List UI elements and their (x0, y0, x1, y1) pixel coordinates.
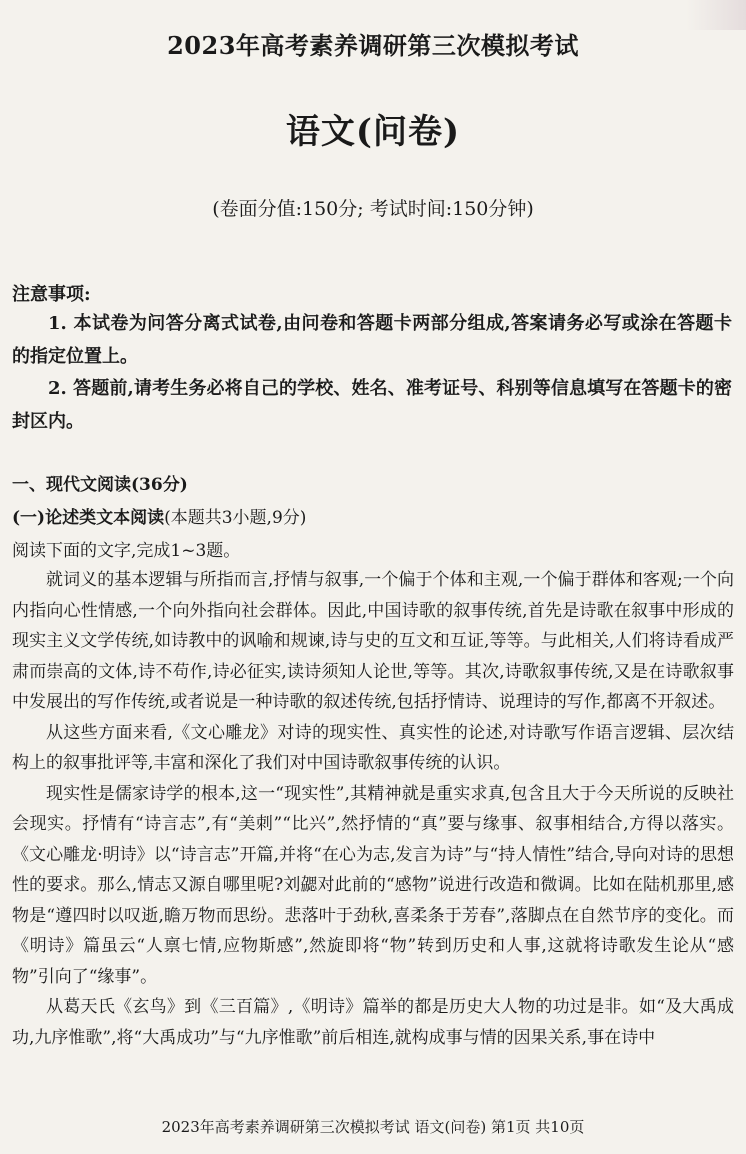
reading-instruction: 阅读下面的文字,完成1~3题。 (12, 541, 241, 561)
page-footer: 2023年高考素养调研第三次模拟考试 语文(问卷) 第1页 共10页 (161, 1118, 585, 1136)
notice-item: 1. 本试卷为问答分离式试卷,由问卷和答题卡两部分组成,答案请务必写或涂在答题卡的指定位置上。 (12, 313, 732, 367)
subsection-note: (本题共3小题,9分) (164, 508, 307, 528)
passage-paragraph: 就词义的基本逻辑与所指而言,抒情与叙事,一个偏于个体和主观,一个偏于群体和客观;一个向内指向心性情感,一个向外指向社会群体。因此,中国诗歌的叙事传统,首先是诗歌在叙事中形成的现实主义文学传统,如诗教中的讽喻和规谏,诗与史的互文和互证,等等。与此相关,人们将诗看成严肃而崇高的文体,诗不苟作,诗必征实,读诗须知人论世,等等。其次,诗歌叙事传统,又是在诗歌叙事中发展出的写作传统,或者说是一种诗歌的叙述传统,包括抒情诗、说理诗的写作,都离不开叙述。 (12, 570, 734, 712)
passage-paragraph: 从葛天氏《玄鸟》到《三百篇》,《明诗》篇举的都是历史大人物的功过是非。如“及大禹成功,九序惟歌”,将“大禹成功”与“九序惟歌”前后相连,就构成事与情的因果关系,事在诗中 (12, 997, 734, 1048)
exam-info: (卷面分值:150分; 考试时间:150分钟) (212, 198, 534, 220)
subsection-title: (一)论述类文本阅读 (12, 508, 165, 528)
passage-paragraph: 从这些方面来看,《文心雕龙》对诗的现实性、真实性的论述,对诗歌写作语言逻辑、层次结构上的叙事批评等,丰富和深化了我们对中国诗歌叙事传统的认识。 (12, 722, 734, 773)
section-heading: 一、现代文阅读(36分) (12, 475, 188, 495)
notice-heading: 注意事项: (12, 284, 91, 305)
reading-passage (12, 565, 734, 1053)
subject-title: 语文(问卷) (285, 112, 461, 152)
subsection-heading (12, 503, 306, 528)
exam-title: 2023年高考素养调研第三次模拟考试 (167, 31, 579, 60)
notice-item: 2. 答题前,请考生务必将自己的学校、姓名、准考证号、科别等信息填写在答题卡的密封区内。 (12, 378, 732, 432)
passage-paragraph: 现实性是儒家诗学的根本,这一“现实性”,其精神就是重实求真,包含且大于今天所说的反映社会现实。抒情有“诗言志”,有“美刺”“比兴”,然抒情的“真”要与缘事、叙事相结合,方得以落实。《文心雕龙·明诗》以“诗言志”开篇,并将“在心为志,发言为诗”与“持人情性”结合,导向对诗的思想性的要求。那么,情志又源自哪里呢?刘勰对此前的“感物”说进行改造和微调。比如在陆机那里,感物是“遵四时以叹逝,瞻万物而思纷。悲落叶于劲秋,喜柔条于芳春”,落脚点在自然节序的变化。而《明诗》篇虽云“人禀七情,应物斯感”,然旋即将“物”转到历史和人事,这就将诗歌发生论从“感物”引向了“缘事”。 (12, 783, 734, 987)
